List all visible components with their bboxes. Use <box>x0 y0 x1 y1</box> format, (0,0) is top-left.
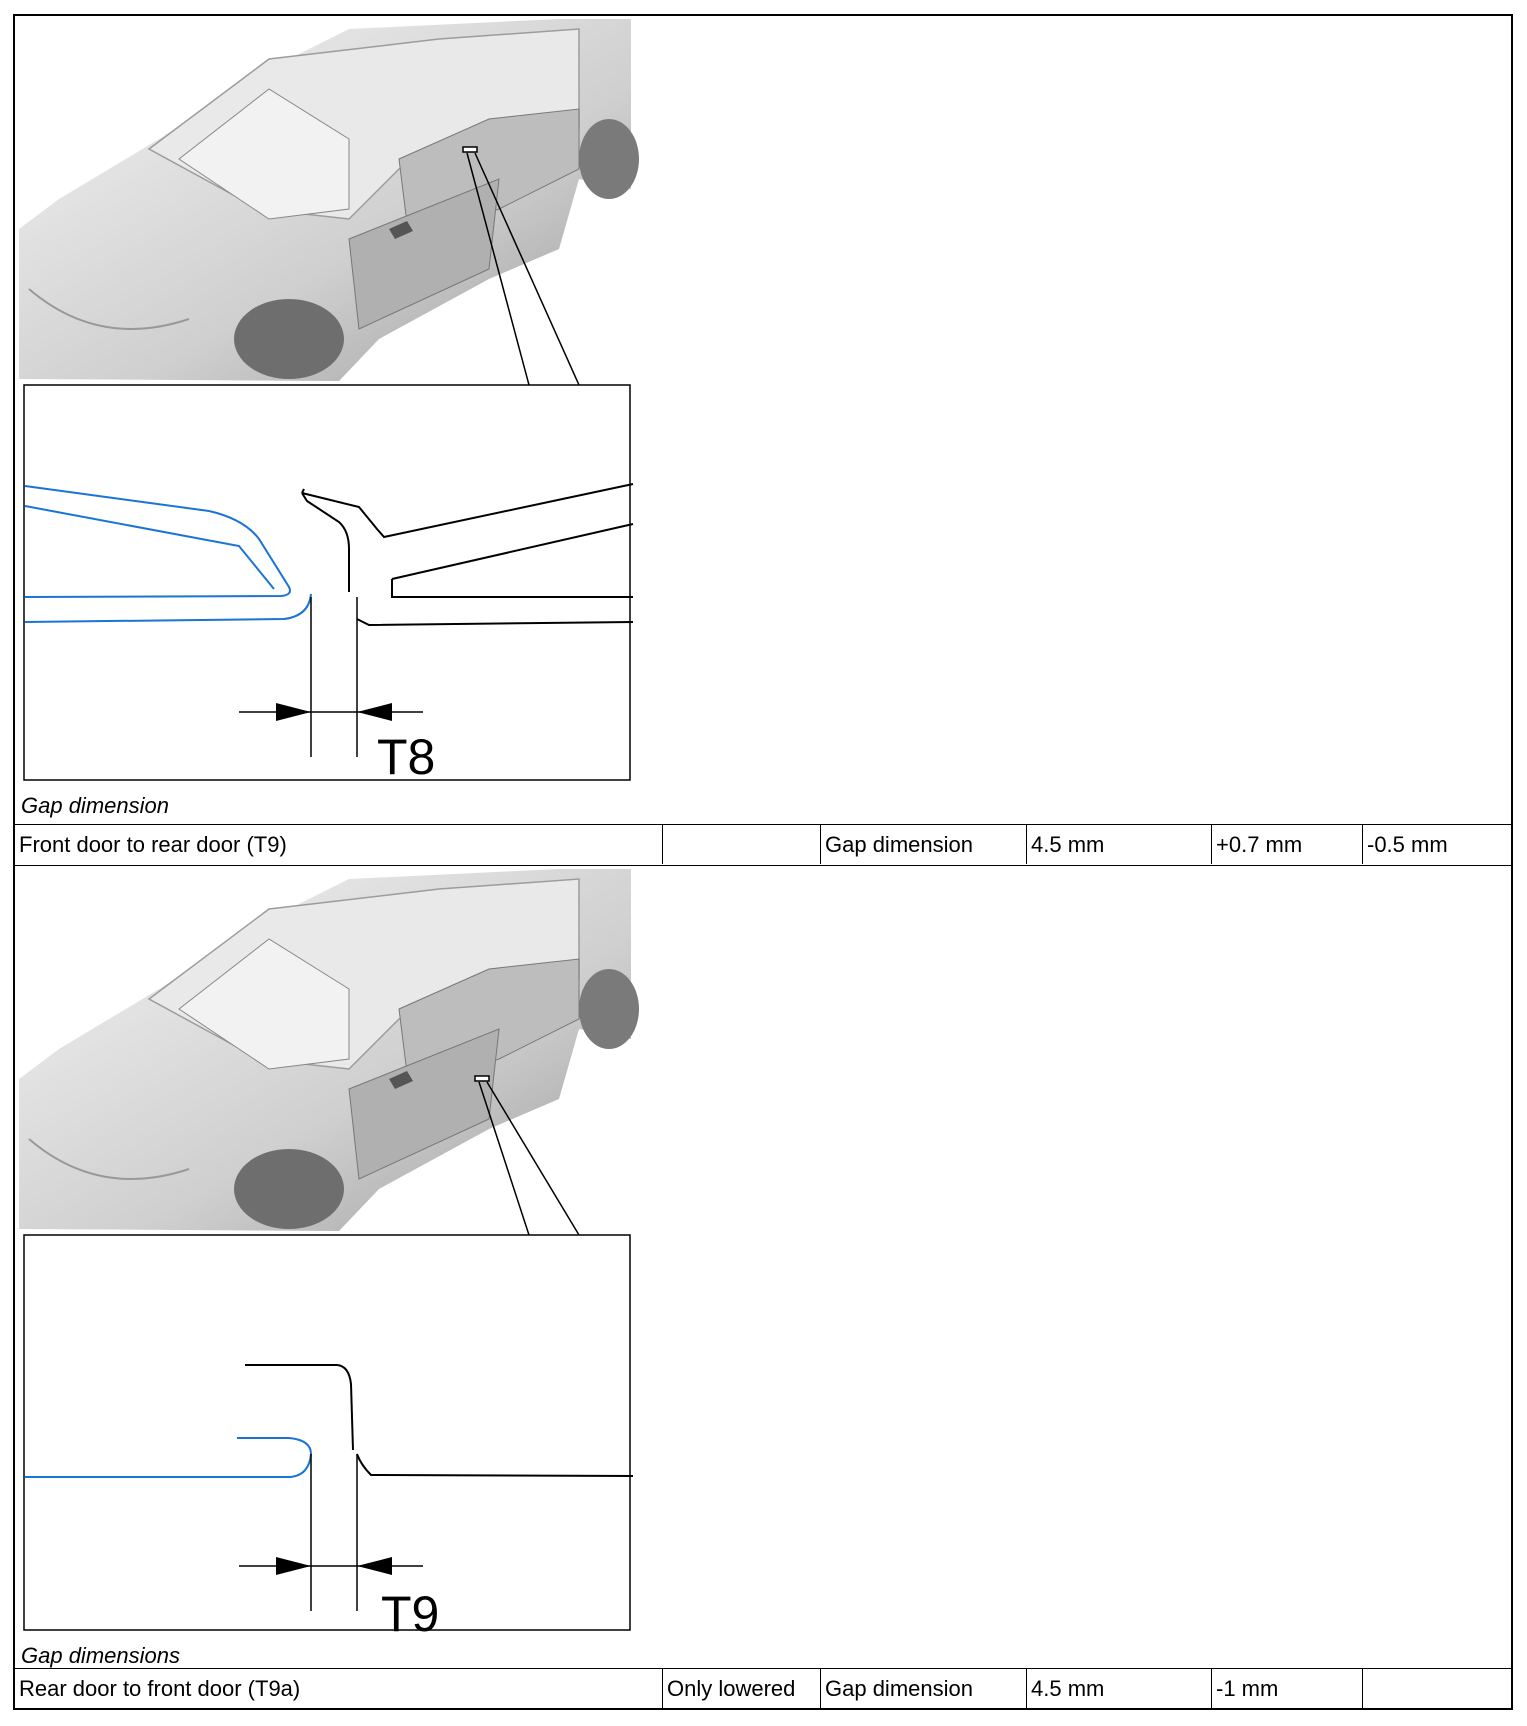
t8-figure-label: T8 <box>377 729 436 785</box>
car-render-image <box>19 19 639 381</box>
figure-block-t8 <box>15 16 1511 824</box>
row-location: Rear door to front door (T9a) <box>15 1669 663 1708</box>
figure-block-t9 <box>15 866 1511 1672</box>
row-upper-tolerance: -1 mm <box>1212 1669 1363 1708</box>
row-type: Gap dimension <box>821 1669 1027 1708</box>
t8-caption: Gap dimension <box>21 793 169 818</box>
row-lower-tolerance: -0.5 mm <box>1367 832 1448 857</box>
row-condition: Only lowered <box>663 1669 821 1708</box>
t9-figure-label: T9 <box>381 1586 440 1642</box>
t9-illustration <box>19 869 639 1649</box>
row-type: Gap dimension <box>821 825 1027 864</box>
t9-detail-box <box>24 1235 630 1630</box>
t8-illustration <box>19 19 639 799</box>
row-nominal: 4.5 mm <box>1027 825 1212 864</box>
row-nominal: 4.5 mm <box>1027 1669 1212 1708</box>
t8-detail-box <box>24 385 630 780</box>
document-frame <box>13 14 1513 1710</box>
table-row <box>15 824 1511 866</box>
t9-caption: Gap dimensions <box>21 1643 180 1668</box>
table-row <box>15 1668 1511 1710</box>
row-location: Front door to rear door (T9) <box>15 825 663 864</box>
row-upper-tolerance: +0.7 mm <box>1212 825 1363 864</box>
row-condition <box>663 825 821 864</box>
row-lower-tolerance <box>1363 1669 1511 1708</box>
car-render-image <box>19 869 639 1231</box>
